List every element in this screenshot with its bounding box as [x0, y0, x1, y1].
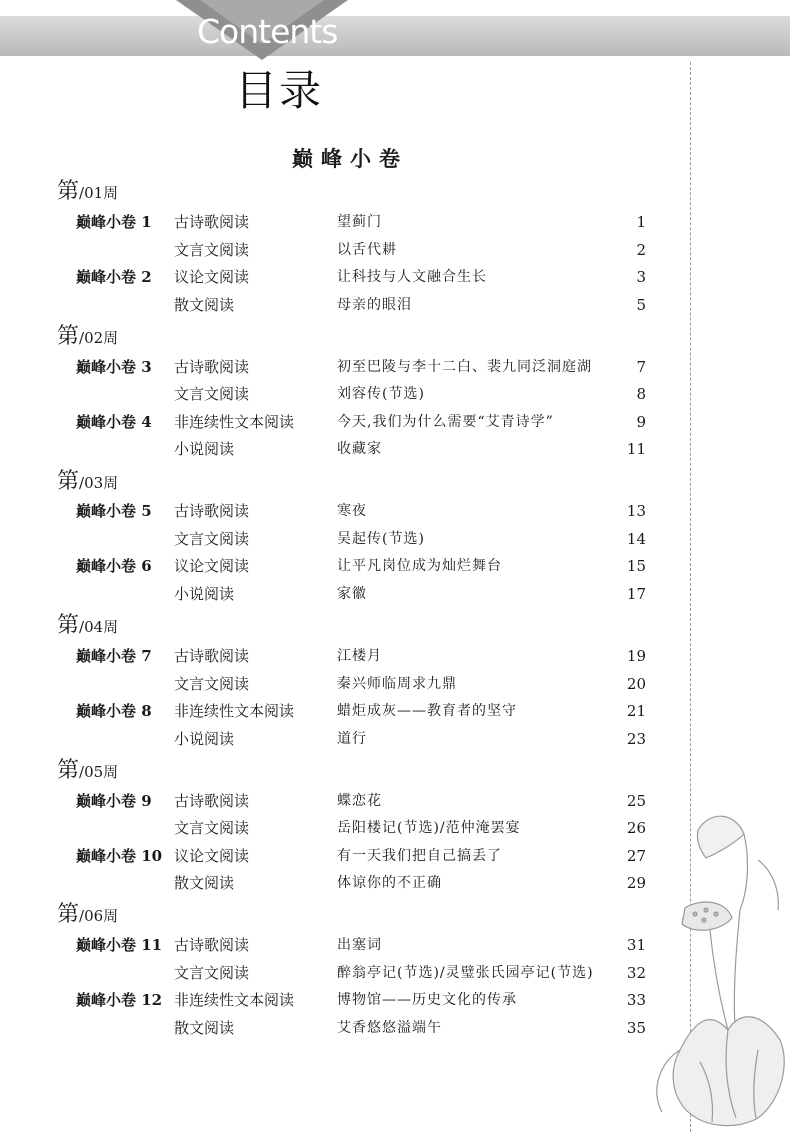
entry-category: 文言文阅读 — [174, 385, 250, 403]
toc-entry[interactable] — [0, 211, 690, 233]
toc-entry[interactable] — [0, 962, 690, 984]
entry-category: 议论文阅读 — [174, 557, 250, 575]
toc-entry[interactable] — [0, 411, 690, 433]
entry-category: 议论文阅读 — [174, 268, 250, 286]
entry-juan: 巅峰小卷 2 — [76, 268, 152, 286]
entry-title: 家徽 — [337, 586, 367, 602]
entry-title: 岳阳楼记(节选)/范仲淹罢宴 — [337, 820, 521, 836]
entry-category: 散文阅读 — [174, 874, 235, 892]
toc-entry[interactable] — [0, 356, 690, 378]
entry-title: 醉翁亭记(节选)/灵璧张氏园亭记(节选) — [337, 965, 594, 981]
entry-page-number: 35 — [626, 1019, 646, 1037]
entry-title: 初至巴陵与李十二白、裴九同泛洞庭湖 — [337, 359, 592, 375]
entry-page-number: 17 — [626, 585, 646, 603]
toc-entry[interactable] — [0, 294, 690, 316]
week-slash: / — [79, 474, 85, 492]
entry-page-number: 29 — [626, 874, 646, 892]
entry-juan: 巅峰小卷 5 — [76, 502, 152, 520]
week-slash: / — [79, 907, 85, 925]
entry-page-number: 13 — [626, 502, 646, 520]
week-header-02 — [57, 326, 118, 348]
toc-entry[interactable] — [0, 383, 690, 405]
entry-juan: 巅峰小卷 3 — [76, 358, 152, 376]
toc-entry[interactable] — [0, 934, 690, 956]
toc-entry[interactable] — [0, 266, 690, 288]
entry-category: 非连续性文本阅读 — [174, 991, 295, 1009]
entry-title: 艾香悠悠溢端午 — [337, 1020, 442, 1036]
entry-page-number: 27 — [626, 847, 646, 865]
entry-category: 文言文阅读 — [174, 530, 250, 548]
entry-title: 江楼月 — [337, 648, 382, 664]
contents-watermark: Contents — [197, 12, 338, 51]
week-slash: / — [79, 184, 85, 202]
entry-title: 吴起传(节选) — [337, 531, 425, 547]
toc-entry[interactable] — [0, 645, 690, 667]
entry-page-number: 25 — [626, 792, 646, 810]
entry-category: 古诗歌阅读 — [174, 502, 250, 520]
entry-page-number: 2 — [636, 241, 646, 259]
toc-entry[interactable] — [0, 583, 690, 605]
entry-page-number: 31 — [626, 936, 646, 954]
entry-category: 非连续性文本阅读 — [174, 702, 295, 720]
entry-category: 古诗歌阅读 — [174, 647, 250, 665]
entry-category: 散文阅读 — [174, 296, 235, 314]
entry-juan: 巅峰小卷 8 — [76, 702, 152, 720]
entry-page-number: 1 — [636, 213, 646, 231]
section-title: 巅峰小卷 — [292, 146, 408, 171]
week-suffix: 周 — [103, 763, 119, 781]
week-header-03 — [57, 471, 118, 493]
entry-page-number: 19 — [626, 647, 646, 665]
entry-category: 小说阅读 — [174, 730, 235, 748]
entry-juan: 巅峰小卷 7 — [76, 647, 152, 665]
week-header-06 — [57, 904, 118, 926]
entry-page-number: 20 — [626, 675, 646, 693]
toc-entry[interactable] — [0, 500, 690, 522]
entry-page-number: 33 — [626, 991, 646, 1009]
week-prefix: 第 — [57, 179, 80, 204]
entry-page-number: 8 — [636, 385, 646, 403]
week-slash: / — [79, 329, 85, 347]
entry-title: 母亲的眼泪 — [337, 297, 412, 313]
entry-category: 文言文阅读 — [174, 819, 250, 837]
week-header-05 — [57, 760, 118, 782]
entry-title: 望蓟门 — [337, 214, 382, 230]
page-title: 目录 — [235, 66, 324, 115]
entry-title: 道行 — [337, 731, 367, 747]
entry-title: 有一天我们把自己搞丢了 — [337, 848, 502, 864]
entry-category: 古诗歌阅读 — [174, 792, 250, 810]
week-number: 04 — [84, 618, 104, 636]
entry-category: 古诗歌阅读 — [174, 358, 250, 376]
entry-title: 博物馆——历史文化的传承 — [337, 992, 517, 1008]
week-header-01 — [57, 181, 118, 203]
entry-title: 寒夜 — [337, 503, 367, 519]
entry-title: 秦兴师临周求九鼎 — [337, 676, 457, 692]
week-number: 03 — [84, 474, 104, 492]
entry-category: 小说阅读 — [174, 585, 235, 603]
entry-title: 以舌代耕 — [337, 242, 397, 258]
entry-page-number: 14 — [626, 530, 646, 548]
entry-page-number: 15 — [626, 557, 646, 575]
toc-entry[interactable] — [0, 845, 690, 867]
entry-page-number: 5 — [636, 296, 646, 314]
week-prefix: 第 — [57, 469, 80, 494]
entry-title: 让科技与人文融合生长 — [337, 269, 487, 285]
entry-title: 今天,我们为什么需要“艾青诗学” — [337, 414, 554, 430]
entry-title: 让平凡岗位成为灿烂舞台 — [337, 558, 502, 574]
lotus-illustration — [640, 800, 790, 1132]
entry-page-number: 9 — [636, 413, 646, 431]
week-prefix: 第 — [57, 902, 80, 927]
entry-page-number: 7 — [636, 358, 646, 376]
entry-category: 文言文阅读 — [174, 675, 250, 693]
entry-category: 散文阅读 — [174, 1019, 235, 1037]
entry-page-number: 3 — [636, 268, 646, 286]
toc-entry[interactable] — [0, 700, 690, 722]
entry-title: 刘容传(节选) — [337, 386, 425, 402]
toc-entry[interactable] — [0, 728, 690, 750]
entry-category: 古诗歌阅读 — [174, 936, 250, 954]
entry-page-number: 32 — [626, 964, 646, 982]
entry-title: 蝶恋花 — [337, 793, 382, 809]
week-suffix: 周 — [103, 329, 119, 347]
week-number: 02 — [84, 329, 104, 347]
entry-category: 文言文阅读 — [174, 964, 250, 982]
entry-category: 非连续性文本阅读 — [174, 413, 295, 431]
week-number: 01 — [84, 184, 104, 202]
toc-entry[interactable] — [0, 673, 690, 695]
entry-juan: 巅峰小卷 9 — [76, 792, 152, 810]
entry-category: 小说阅读 — [174, 440, 235, 458]
toc-entry[interactable] — [0, 989, 690, 1011]
week-slash: / — [79, 618, 85, 636]
entry-juan: 巅峰小卷 1 — [76, 213, 152, 231]
week-suffix: 周 — [103, 184, 119, 202]
toc-entry[interactable] — [0, 790, 690, 812]
toc-entry[interactable] — [0, 555, 690, 577]
entry-juan: 巅峰小卷 6 — [76, 557, 152, 575]
entry-category: 古诗歌阅读 — [174, 213, 250, 231]
toc-entry[interactable] — [0, 1017, 690, 1039]
entry-page-number: 21 — [626, 702, 646, 720]
week-number: 05 — [84, 763, 104, 781]
week-header-04 — [57, 615, 118, 637]
week-number: 06 — [84, 907, 104, 925]
week-slash: / — [79, 763, 85, 781]
entry-category: 议论文阅读 — [174, 847, 250, 865]
toc-entry[interactable] — [0, 239, 690, 261]
entry-title: 出塞词 — [337, 937, 382, 953]
entry-title: 收藏家 — [337, 441, 382, 457]
entry-page-number: 26 — [626, 819, 646, 837]
week-prefix: 第 — [57, 613, 80, 638]
entry-page-number: 11 — [626, 440, 646, 458]
week-prefix: 第 — [57, 758, 80, 783]
week-suffix: 周 — [103, 907, 119, 925]
entry-juan: 巅峰小卷 10 — [76, 847, 163, 865]
toc-entry[interactable] — [0, 817, 690, 839]
toc-entry[interactable] — [0, 872, 690, 894]
entry-juan: 巅峰小卷 12 — [76, 991, 163, 1009]
week-prefix: 第 — [57, 324, 80, 349]
entry-title: 体谅你的不正确 — [337, 875, 442, 891]
toc-entry[interactable] — [0, 438, 690, 460]
entry-juan: 巅峰小卷 4 — [76, 413, 152, 431]
week-suffix: 周 — [103, 474, 119, 492]
toc-entry[interactable] — [0, 528, 690, 550]
entry-title: 蜡炬成灰——教育者的坚守 — [337, 703, 517, 719]
week-suffix: 周 — [103, 618, 119, 636]
entry-page-number: 23 — [626, 730, 646, 748]
entry-category: 文言文阅读 — [174, 241, 250, 259]
entry-juan: 巅峰小卷 11 — [76, 936, 163, 954]
